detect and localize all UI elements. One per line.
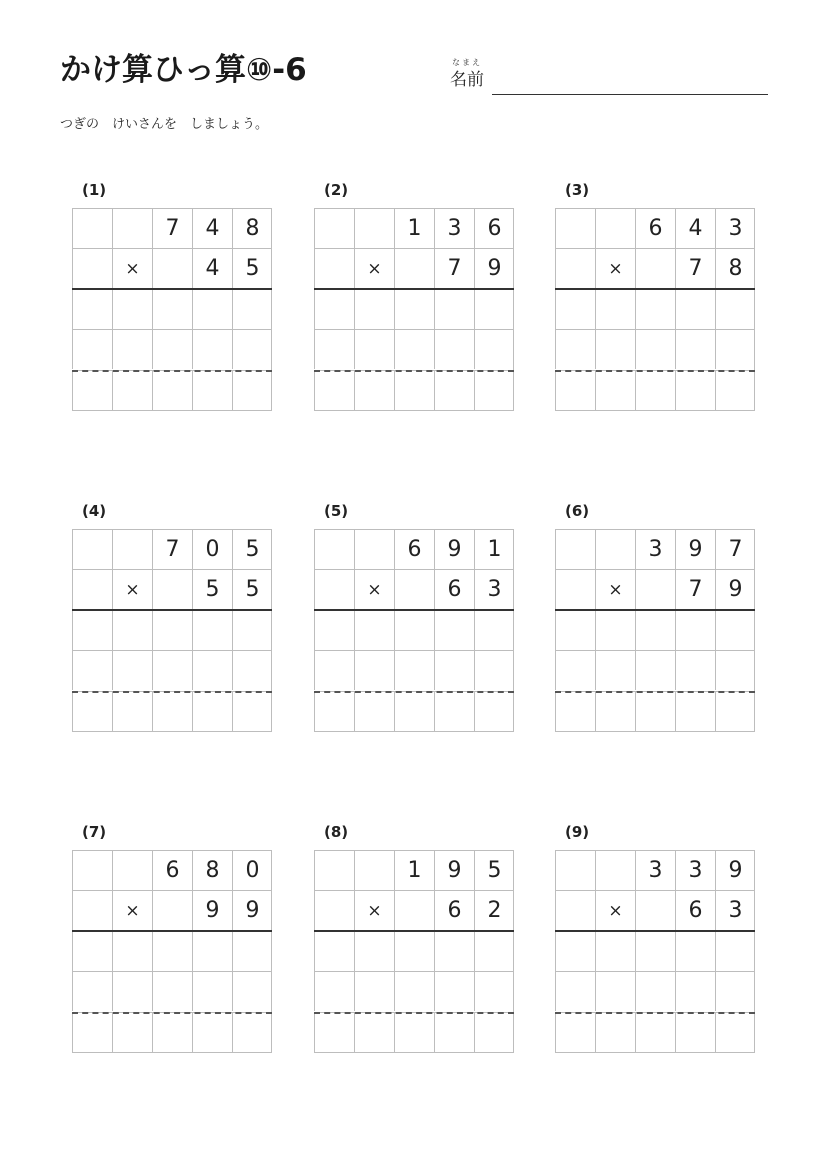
answer-cell[interactable] — [555, 931, 595, 971]
multiplier-digit-cell: 5 — [232, 248, 272, 288]
answer-cell[interactable] — [635, 289, 675, 329]
answer-cell[interactable] — [354, 691, 394, 731]
answer-cell[interactable] — [675, 1012, 715, 1052]
multiplier-digit-cell — [314, 569, 354, 609]
multiplier-digit-cell — [635, 248, 675, 288]
answer-cell[interactable] — [434, 931, 474, 971]
grid-border-right — [271, 529, 272, 732]
answer-cell[interactable] — [354, 610, 394, 650]
answer-cell[interactable] — [192, 329, 232, 369]
answer-cell[interactable] — [635, 370, 675, 410]
answer-cell[interactable] — [715, 691, 755, 731]
multiplier-digit-cell: 9 — [232, 890, 272, 930]
grid-border-right — [754, 529, 755, 732]
multiplicand-digit-cell: 3 — [675, 850, 715, 890]
answer-cell[interactable] — [635, 329, 675, 369]
multiplier-digit-cell — [314, 890, 354, 930]
answer-cell[interactable] — [354, 931, 394, 971]
multiplier-digit-cell: 7 — [434, 248, 474, 288]
problem-label: (5) — [324, 502, 349, 520]
answer-rule-line — [72, 609, 272, 611]
answer-cell[interactable] — [314, 971, 354, 1011]
multiplicand-digit-cell: 8 — [232, 208, 272, 248]
multiplicand-digit-cell: 9 — [715, 850, 755, 890]
grid-border-bottom — [555, 410, 755, 411]
answer-cell[interactable] — [112, 370, 152, 410]
partial-sum-dashed-line — [72, 691, 272, 693]
calculation-grid — [314, 850, 514, 1053]
answer-cell[interactable] — [112, 931, 152, 971]
grid-border-bottom — [72, 410, 272, 411]
multiplier-digit-cell: 4 — [192, 248, 232, 288]
answer-cell[interactable] — [152, 650, 192, 690]
answer-cell[interactable] — [555, 289, 595, 329]
answer-cell[interactable] — [232, 289, 272, 329]
answer-cell[interactable] — [675, 289, 715, 329]
answer-cell[interactable] — [72, 370, 112, 410]
multiplier-digit-cell — [314, 248, 354, 288]
answer-cell[interactable] — [635, 691, 675, 731]
multiplicand-digit-cell — [72, 850, 112, 890]
multiplier-digit-cell — [152, 248, 192, 288]
multiplicand-digit-cell: 1 — [394, 208, 434, 248]
multiplicand-digit-cell — [555, 850, 595, 890]
answer-cell[interactable] — [394, 289, 434, 329]
grid-border-right — [513, 850, 514, 1053]
answer-cell[interactable] — [474, 931, 514, 971]
problem-label: (4) — [82, 502, 107, 520]
answer-cell[interactable] — [152, 931, 192, 971]
answer-cell[interactable] — [192, 289, 232, 329]
answer-cell[interactable] — [354, 971, 394, 1011]
answer-cell[interactable] — [595, 329, 635, 369]
answer-cell[interactable] — [232, 329, 272, 369]
multiplier-digit-cell: 9 — [474, 248, 514, 288]
multiplicand-digit-cell: 9 — [675, 529, 715, 569]
answer-cell[interactable] — [635, 971, 675, 1011]
problem-label: (3) — [565, 181, 590, 199]
answer-cell[interactable] — [394, 971, 434, 1011]
answer-cell[interactable] — [192, 971, 232, 1011]
answer-cell[interactable] — [474, 289, 514, 329]
multiplicand-digit-cell: 0 — [232, 850, 272, 890]
multiplicand-digit-cell — [595, 850, 635, 890]
multiply-sign: × — [354, 569, 394, 609]
answer-cell[interactable] — [232, 1012, 272, 1052]
calculation-grid — [72, 208, 272, 411]
answer-cell[interactable] — [112, 650, 152, 690]
answer-cell[interactable] — [595, 971, 635, 1011]
multiplier-digit-cell — [555, 890, 595, 930]
multiplier-digit-cell: 6 — [434, 890, 474, 930]
answer-cell[interactable] — [434, 691, 474, 731]
multiplier-digit-cell — [635, 569, 675, 609]
answer-rule-line — [72, 930, 272, 932]
multiplier-digit-cell: 9 — [192, 890, 232, 930]
answer-rule-line — [72, 288, 272, 290]
answer-cell[interactable] — [595, 610, 635, 650]
answer-cell[interactable] — [555, 610, 595, 650]
name-label: 名前 — [450, 70, 484, 90]
multiplier-digit-cell — [152, 890, 192, 930]
multiplier-digit-cell — [394, 569, 434, 609]
multiplicand-digit-cell: 4 — [192, 208, 232, 248]
answer-cell[interactable] — [192, 370, 232, 410]
multiplicand-digit-cell — [112, 208, 152, 248]
multiplier-digit-cell: 3 — [474, 569, 514, 609]
grid-border-bottom — [72, 731, 272, 732]
answer-cell[interactable] — [354, 289, 394, 329]
answer-cell[interactable] — [314, 691, 354, 731]
answer-cell[interactable] — [675, 329, 715, 369]
multiplier-digit-cell — [72, 569, 112, 609]
answer-cell[interactable] — [314, 610, 354, 650]
answer-cell[interactable] — [555, 370, 595, 410]
answer-cell[interactable] — [474, 370, 514, 410]
grid-border-right — [271, 850, 272, 1053]
multiplier-digit-cell: 7 — [675, 248, 715, 288]
grid-border-right — [271, 208, 272, 411]
multiplicand-digit-cell — [314, 208, 354, 248]
answer-cell[interactable] — [434, 1012, 474, 1052]
answer-cell[interactable] — [675, 931, 715, 971]
multiplier-digit-cell: 7 — [675, 569, 715, 609]
answer-cell[interactable] — [595, 931, 635, 971]
problem-9 — [555, 822, 757, 1062]
answer-cell[interactable] — [635, 650, 675, 690]
answer-cell[interactable] — [232, 691, 272, 731]
grid-border-right — [513, 529, 514, 732]
multiply-sign: × — [595, 248, 635, 288]
partial-sum-dashed-line — [314, 691, 514, 693]
answer-cell[interactable] — [675, 650, 715, 690]
answer-cell[interactable] — [152, 691, 192, 731]
name-field[interactable] — [448, 58, 770, 98]
problem-8 — [314, 822, 516, 1062]
grid-border-bottom — [314, 731, 514, 732]
multiplicand-digit-cell: 5 — [474, 850, 514, 890]
answer-cell[interactable] — [232, 650, 272, 690]
multiplicand-digit-cell: 7 — [152, 208, 192, 248]
multiplier-digit-cell: 9 — [715, 569, 755, 609]
multiplicand-digit-cell — [314, 529, 354, 569]
multiply-sign: × — [354, 890, 394, 930]
problem-label: (1) — [82, 181, 107, 199]
answer-cell[interactable] — [192, 691, 232, 731]
answer-cell[interactable] — [394, 1012, 434, 1052]
answer-cell[interactable] — [635, 610, 675, 650]
answer-cell[interactable] — [192, 650, 232, 690]
grid-border-right — [513, 208, 514, 411]
multiplier-digit-cell — [555, 248, 595, 288]
answer-cell[interactable] — [232, 931, 272, 971]
answer-cell[interactable] — [715, 289, 755, 329]
multiplier-digit-cell — [635, 890, 675, 930]
answer-cell[interactable] — [112, 610, 152, 650]
multiplier-digit-cell: 8 — [715, 248, 755, 288]
multiplicand-digit-cell: 6 — [152, 850, 192, 890]
partial-sum-dashed-line — [72, 1012, 272, 1014]
multiplicand-digit-cell — [72, 208, 112, 248]
answer-cell[interactable] — [112, 329, 152, 369]
answer-cell[interactable] — [72, 650, 112, 690]
answer-cell[interactable] — [152, 610, 192, 650]
answer-cell[interactable] — [595, 370, 635, 410]
multiplicand-digit-cell: 3 — [635, 529, 675, 569]
answer-cell[interactable] — [152, 289, 192, 329]
calculation-grid — [314, 529, 514, 732]
worksheet-title: かけ算ひっ算⑩-6 — [60, 52, 307, 88]
multiplicand-digit-cell: 3 — [434, 208, 474, 248]
multiplicand-digit-cell — [354, 529, 394, 569]
answer-cell[interactable] — [314, 650, 354, 690]
answer-cell[interactable] — [555, 971, 595, 1011]
partial-sum-dashed-line — [72, 370, 272, 372]
grid-border-right — [754, 208, 755, 411]
multiplier-digit-cell: 6 — [675, 890, 715, 930]
multiplier-digit-cell: 3 — [715, 890, 755, 930]
multiplicand-digit-cell — [595, 208, 635, 248]
partial-sum-dashed-line — [314, 370, 514, 372]
answer-cell[interactable] — [152, 1012, 192, 1052]
answer-cell[interactable] — [434, 650, 474, 690]
answer-cell[interactable] — [555, 1012, 595, 1052]
problem-label: (7) — [82, 823, 107, 841]
partial-sum-dashed-line — [555, 370, 755, 372]
multiplier-digit-cell — [152, 569, 192, 609]
answer-rule-line — [555, 288, 755, 290]
answer-cell[interactable] — [112, 691, 152, 731]
calculation-grid — [555, 529, 755, 732]
answer-cell[interactable] — [314, 329, 354, 369]
answer-cell[interactable] — [474, 610, 514, 650]
answer-cell[interactable] — [675, 370, 715, 410]
multiplicand-digit-cell — [354, 208, 394, 248]
multiplier-digit-cell — [72, 890, 112, 930]
answer-cell[interactable] — [72, 1012, 112, 1052]
multiplier-digit-cell — [394, 248, 434, 288]
answer-cell[interactable] — [314, 931, 354, 971]
multiplicand-digit-cell: 0 — [192, 529, 232, 569]
answer-cell[interactable] — [474, 971, 514, 1011]
answer-cell[interactable] — [394, 931, 434, 971]
grid-border-bottom — [314, 410, 514, 411]
answer-cell[interactable] — [715, 329, 755, 369]
multiply-sign: × — [112, 248, 152, 288]
multiplicand-digit-cell: 6 — [394, 529, 434, 569]
grid-border-right — [754, 850, 755, 1053]
answer-cell[interactable] — [434, 329, 474, 369]
multiplicand-digit-cell — [72, 529, 112, 569]
multiplicand-digit-cell: 7 — [715, 529, 755, 569]
multiply-sign: × — [595, 890, 635, 930]
multiplicand-digit-cell: 7 — [152, 529, 192, 569]
answer-cell[interactable] — [232, 370, 272, 410]
partial-sum-dashed-line — [314, 1012, 514, 1014]
answer-cell[interactable] — [314, 370, 354, 410]
problem-4 — [72, 501, 274, 741]
multiplier-digit-cell: 5 — [232, 569, 272, 609]
problem-7 — [72, 822, 274, 1062]
multiplicand-digit-cell — [555, 529, 595, 569]
multiplicand-digit-cell — [354, 850, 394, 890]
answer-cell[interactable] — [394, 650, 434, 690]
grid-border-bottom — [314, 1052, 514, 1053]
multiplier-digit-cell — [555, 569, 595, 609]
multiplicand-digit-cell: 5 — [232, 529, 272, 569]
answer-cell[interactable] — [232, 610, 272, 650]
multiplicand-digit-cell — [555, 208, 595, 248]
problem-6 — [555, 501, 757, 741]
multiply-sign: × — [354, 248, 394, 288]
partial-sum-dashed-line — [555, 691, 755, 693]
answer-rule-line — [314, 930, 514, 932]
answer-cell[interactable] — [715, 370, 755, 410]
answer-cell[interactable] — [232, 971, 272, 1011]
grid-border-bottom — [555, 1052, 755, 1053]
multiplicand-digit-cell — [112, 850, 152, 890]
answer-cell[interactable] — [112, 1012, 152, 1052]
multiplicand-digit-cell: 6 — [474, 208, 514, 248]
calculation-grid — [314, 208, 514, 411]
multiplicand-digit-cell: 6 — [635, 208, 675, 248]
answer-cell[interactable] — [152, 370, 192, 410]
problem-label: (6) — [565, 502, 590, 520]
problem-label: (8) — [324, 823, 349, 841]
answer-cell[interactable] — [72, 289, 112, 329]
answer-rule-line — [314, 609, 514, 611]
answer-rule-line — [314, 288, 514, 290]
multiplicand-digit-cell: 9 — [434, 850, 474, 890]
answer-cell[interactable] — [394, 329, 434, 369]
partial-sum-dashed-line — [555, 1012, 755, 1014]
problem-label: (2) — [324, 181, 349, 199]
multiplicand-digit-cell: 8 — [192, 850, 232, 890]
instructions: つぎの けいさんを しましょう。 — [60, 117, 269, 132]
calculation-grid — [72, 529, 272, 732]
problem-2 — [314, 180, 516, 420]
answer-cell[interactable] — [434, 370, 474, 410]
name-write-line[interactable] — [492, 94, 768, 95]
grid-border-bottom — [555, 731, 755, 732]
answer-cell[interactable] — [354, 650, 394, 690]
problem-5 — [314, 501, 516, 741]
multiplicand-digit-cell: 4 — [675, 208, 715, 248]
multiplicand-digit-cell: 1 — [394, 850, 434, 890]
multiply-sign: × — [595, 569, 635, 609]
answer-cell[interactable] — [72, 931, 112, 971]
answer-cell[interactable] — [72, 691, 112, 731]
answer-cell[interactable] — [675, 691, 715, 731]
answer-rule-line — [555, 609, 755, 611]
answer-cell[interactable] — [555, 691, 595, 731]
answer-cell[interactable] — [314, 289, 354, 329]
problem-label: (9) — [565, 823, 590, 841]
multiply-sign: × — [112, 890, 152, 930]
answer-cell[interactable] — [394, 610, 434, 650]
answer-cell[interactable] — [675, 610, 715, 650]
grid-border-bottom — [72, 1052, 272, 1053]
multiplier-digit-cell — [394, 890, 434, 930]
answer-cell[interactable] — [635, 931, 675, 971]
answer-cell[interactable] — [715, 1012, 755, 1052]
answer-cell[interactable] — [72, 329, 112, 369]
answer-cell[interactable] — [474, 329, 514, 369]
answer-cell[interactable] — [354, 370, 394, 410]
multiplicand-digit-cell: 9 — [434, 529, 474, 569]
answer-cell[interactable] — [192, 1012, 232, 1052]
answer-cell[interactable] — [112, 971, 152, 1011]
name-ruby: なまえ — [452, 58, 482, 67]
multiplicand-digit-cell — [112, 529, 152, 569]
multiplicand-digit-cell: 3 — [715, 208, 755, 248]
answer-cell[interactable] — [715, 971, 755, 1011]
answer-cell[interactable] — [354, 329, 394, 369]
multiplicand-digit-cell: 3 — [635, 850, 675, 890]
answer-cell[interactable] — [434, 971, 474, 1011]
answer-cell[interactable] — [715, 931, 755, 971]
calculation-grid — [72, 850, 272, 1053]
answer-cell[interactable] — [555, 329, 595, 369]
multiply-sign: × — [112, 569, 152, 609]
answer-cell[interactable] — [314, 1012, 354, 1052]
multiplier-digit-cell — [72, 248, 112, 288]
problem-3 — [555, 180, 757, 420]
calculation-grid — [555, 850, 755, 1053]
answer-cell[interactable] — [675, 971, 715, 1011]
answer-cell[interactable] — [595, 1012, 635, 1052]
answer-cell[interactable] — [595, 650, 635, 690]
answer-cell[interactable] — [112, 289, 152, 329]
answer-cell[interactable] — [72, 610, 112, 650]
answer-cell[interactable] — [595, 289, 635, 329]
answer-cell[interactable] — [152, 971, 192, 1011]
answer-cell[interactable] — [192, 610, 232, 650]
answer-cell[interactable] — [555, 650, 595, 690]
answer-cell[interactable] — [715, 650, 755, 690]
answer-cell[interactable] — [434, 289, 474, 329]
answer-cell[interactable] — [595, 691, 635, 731]
answer-cell[interactable] — [635, 1012, 675, 1052]
answer-cell[interactable] — [434, 610, 474, 650]
answer-cell[interactable] — [354, 1012, 394, 1052]
multiplicand-digit-cell — [314, 850, 354, 890]
multiplier-digit-cell: 5 — [192, 569, 232, 609]
answer-cell[interactable] — [474, 650, 514, 690]
multiplier-digit-cell: 6 — [434, 569, 474, 609]
answer-cell[interactable] — [715, 610, 755, 650]
answer-cell[interactable] — [152, 329, 192, 369]
answer-cell[interactable] — [474, 1012, 514, 1052]
multiplier-digit-cell: 2 — [474, 890, 514, 930]
multiplicand-digit-cell: 1 — [474, 529, 514, 569]
answer-rule-line — [555, 930, 755, 932]
answer-cell[interactable] — [474, 691, 514, 731]
problem-1 — [72, 180, 274, 420]
answer-cell[interactable] — [394, 691, 434, 731]
calculation-grid — [555, 208, 755, 411]
answer-cell[interactable] — [72, 971, 112, 1011]
answer-cell[interactable] — [394, 370, 434, 410]
answer-cell[interactable] — [192, 931, 232, 971]
multiplicand-digit-cell — [595, 529, 635, 569]
